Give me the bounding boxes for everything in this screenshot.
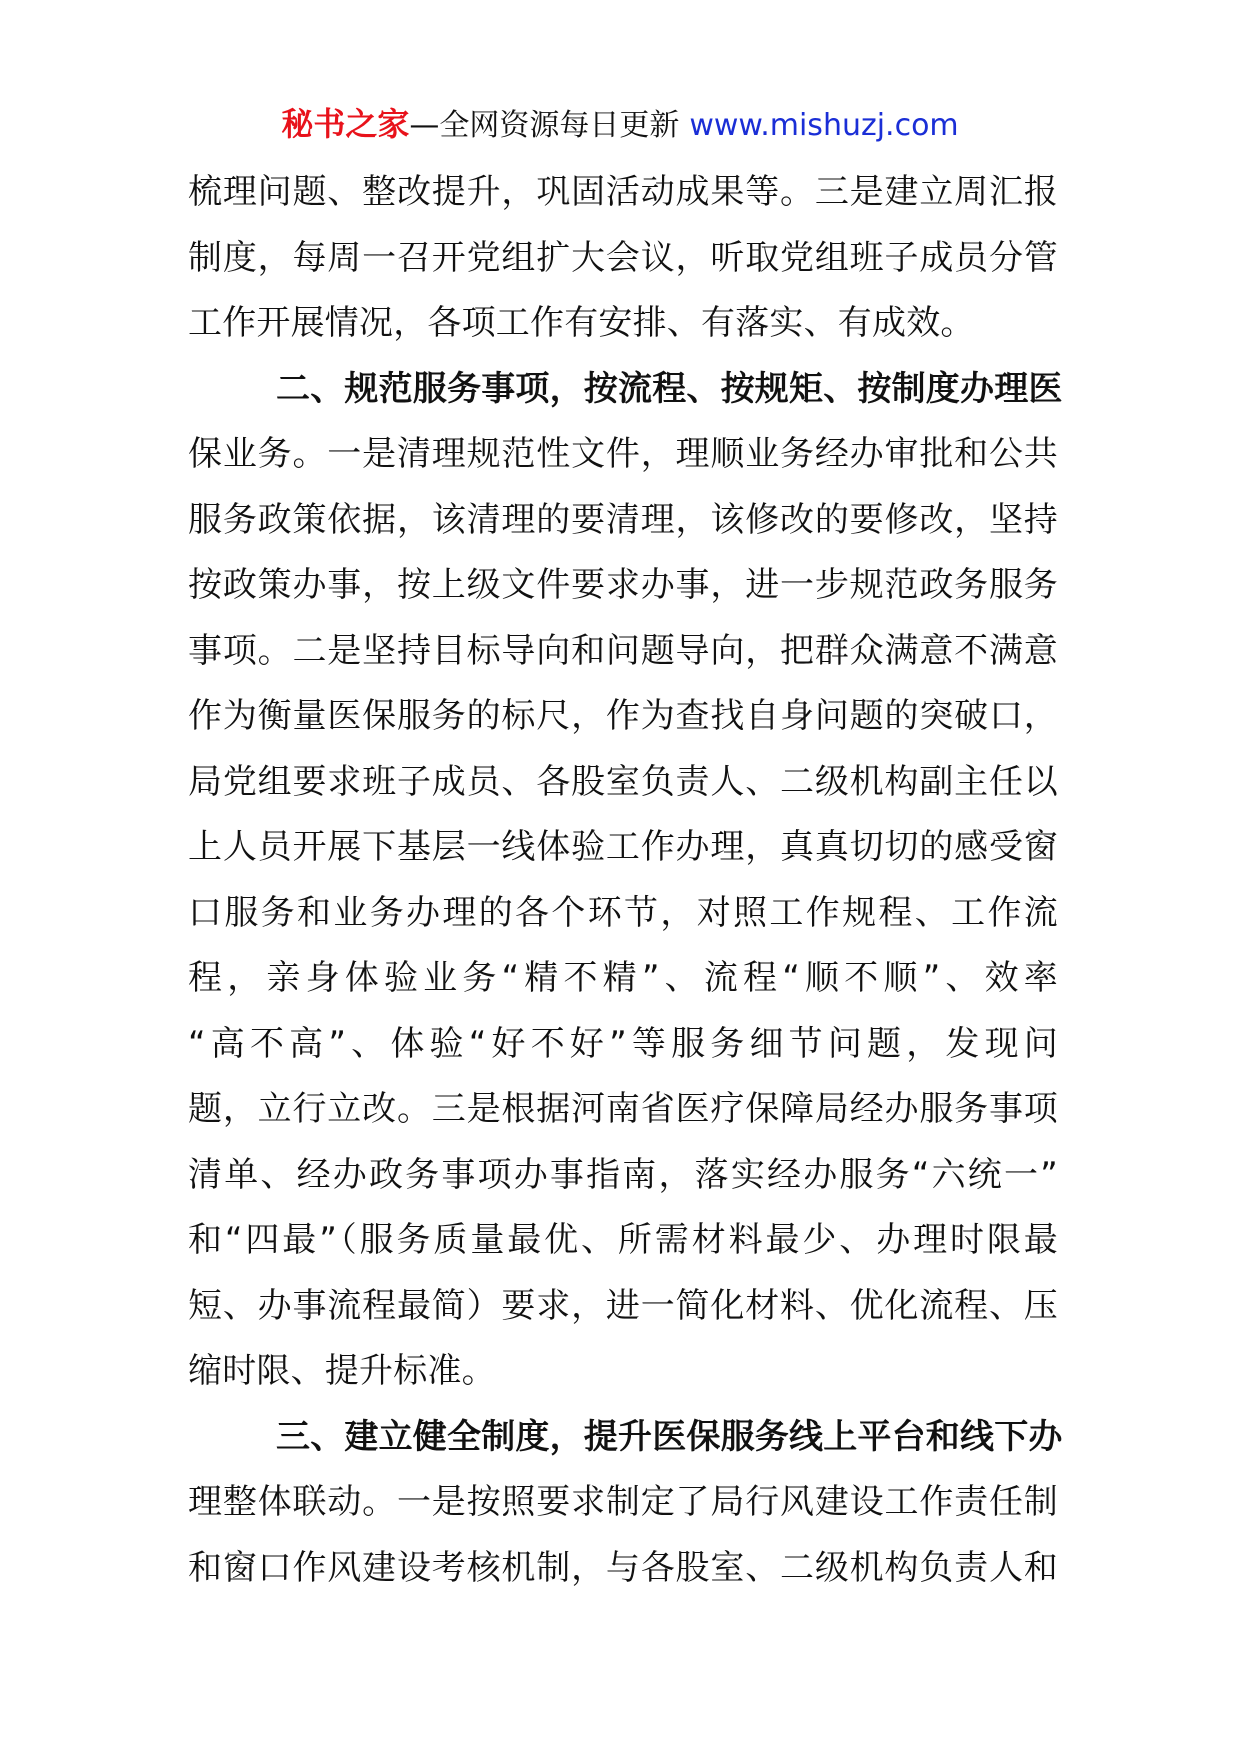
text-line: 保业务。一是清理规范性文件，理顺业务经办审批和公共 [188,434,1058,474]
text-line: “高不高”、体验“好不好”等服务细节问题，发现问 [188,1023,1058,1064]
brand-name: 秘书之家 [281,105,410,143]
text-line: 理整体联动。一是按照要求制定了局行风建设工作责任制 [188,1482,1058,1522]
text-line: 工作开展情况，各项工作有安排、有落实、有成效。 [188,303,975,343]
text-line: 上人员开展下基层一线体验工作办理，真真切切的感受窗 [188,827,1058,867]
document-body [188,160,1063,1601]
text-line: 梳理问题、整改提升，巩固活动成果等。三是建立周汇报 [188,172,1058,212]
text-line: 清单、经办政务事项办事指南，落实经办服务“六统一” [188,1154,1058,1195]
text-line: 缩时限、提升标准。 [188,1351,496,1391]
website-link[interactable]: www.mishuzj.com [689,108,959,143]
text-line: 和“四最”（服务质量最优、所需材料最少、办理时限最 [188,1220,1058,1260]
text-line: 局党组要求班子成员、各股室负责人、二级机构副主任以 [188,761,1058,802]
section-heading-line: 三、建立健全制度，提升医保服务线上平台和线下办 [276,1416,1063,1457]
text-line: 短、办事流程最简）要求，进一简化材料、优化流程、压 [188,1285,1058,1326]
text-line: 程，亲身体验业务“精不精”、流程“顺不顺”、效率 [188,958,1058,998]
text-line: 题，立行立改。三是根据河南省医疗保障局经办服务事项 [188,1089,1058,1129]
section-heading-line: 二、规范服务事项，按流程、按规矩、按制度办理医 [276,368,1063,409]
text-line: 按政策办事，按上级文件要求办事，进一步规范政务服务 [188,565,1058,605]
header-tagline: —全网资源每日更新 [409,108,680,143]
text-line: 制度，每周一召开党组扩大会议，听取党组班子成员分管 [188,237,1058,278]
text-line: 服务政策依据，该清理的要清理，该修改的要修改，坚持 [188,499,1058,540]
text-line: 口服务和业务办理的各个环节，对照工作规程、工作流 [188,892,1058,933]
text-line: 事项。二是坚持目标导向和问题导向，把群众满意不满意 [188,630,1058,671]
text-line: 和窗口作风建设考核机制，与各股室、二级机构负责人和 [188,1547,1058,1588]
page-header [0,96,1240,154]
text-line: 作为衡量医保服务的标尺，作为查找自身问题的突破口， [188,696,1058,736]
